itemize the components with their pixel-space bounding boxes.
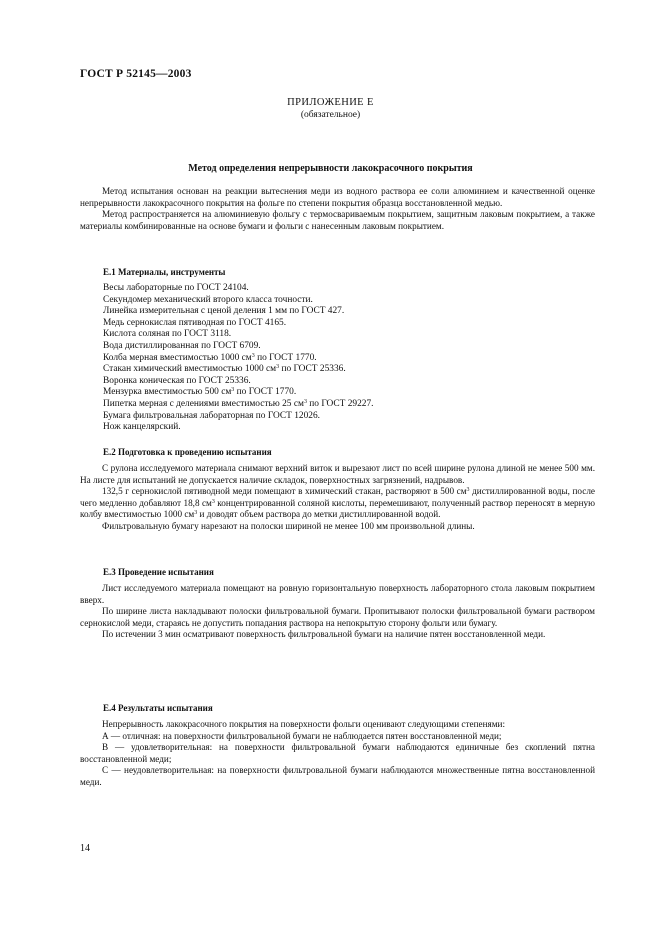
paragraph: Лист исследуемого материала помещают на ровную горизонтальную поверхность лабораторного стола лаковым покрытием вверх. <box>80 583 595 605</box>
section-e3-text <box>80 583 595 641</box>
section-e4-text <box>80 719 595 789</box>
section-heading-e2: Е.2 Подготовка к проведению испытания <box>103 447 272 457</box>
intro-text <box>80 186 595 232</box>
page-number: 14 <box>80 843 90 854</box>
list-item: Линейка измерительная с ценой деления 1 мм по ГОСТ 427. <box>103 306 345 317</box>
section-title: Метод определения непрерывности лакокрасочного покрытия <box>188 163 473 174</box>
list-item: Стакан химический вместимостью 1000 $см^3$ по ГОСТ 25336. <box>103 364 346 375</box>
section-heading-e1: Е.1 Материалы, инструменты <box>103 267 226 277</box>
paragraph: 132,5 г сернокислой пятиводной меди помещают в химический стакан, растворяют в 500 $см^3$ дистиллированной воды, после чего медленно добавляют 18,8 $см^3$ концентрированной соляной кислоты, перемешивают, полученный раствор переносят в мерную колбу вместимостью 1000 $см^3$ и доводят объем раствора до метки дистиллированной водой. <box>80 486 595 520</box>
paragraph: Метод распространяется на алюминиевую фольгу с термосвариваемым покрытием, защитным лаковым покрытием, а также материалы комбинированные на основе бумаги и фольги с нанесенным лаковым покрытием. <box>80 209 595 231</box>
paragraph: По ширине листа накладывают полоски фильтровальной бумаги. Пропитывают полоски фильтровальной бумаги раствором сернокислой меди, стараясь не допустить попадания раствора на непокрытую сторону фольги или бумагу. <box>80 606 595 628</box>
paragraph: Непрерывность лакокрасочного покрытия на поверхности фольги оценивают следующими степенями: <box>102 719 506 729</box>
paragraph: С рулона исследуемого материала снимают верхний виток и вырезают лист по всей ширине рулона длиной не менее 500 мм. На листе для испытаний не допускается наличие складок, поверхностных загрязнений, надрывов. <box>80 463 595 485</box>
section-heading-e3: Е.3 Проведение испытания <box>103 567 214 577</box>
list-item: Вода дистиллированная по ГОСТ 6709. <box>103 340 261 351</box>
appendix-label: ПРИЛОЖЕНИЕ Е <box>287 97 374 108</box>
list-item: Колба мерная вместимостью 1000 $см^3$ по ГОСТ 1770. <box>103 352 317 363</box>
paragraph: В — удовлетворительная: на поверхности фильтровальной бумаги наблюдаются единичные без скоплений пятна восстановленной меди; <box>80 742 595 764</box>
paragraph: А — отличная: на поверхности фильтровальной бумаги не наблюдается пятен восстановленной меди; <box>102 730 502 741</box>
list-item: Бумага фильтровальная лабораторная по ГОСТ 12026. <box>103 410 321 421</box>
list-item: Пипетка мерная с делениями вместимостью 25 $см^3$ по ГОСТ 29227. <box>103 398 374 409</box>
document-code: ГОСТ Р 52145—2003 <box>80 68 192 80</box>
paragraph: С — неудовлетворительная: на поверхности фильтровальной бумаги наблюдаются множественные пятна восстановленной меди. <box>80 765 595 787</box>
appendix-status: (обязательное) <box>300 110 361 120</box>
paragraph: По истечении 3 мин осматривают поверхность фильтровальной бумаги на наличие пятен восстановленной меди. <box>102 629 546 640</box>
list-item: Кислота соляная по ГОСТ 3118. <box>103 329 232 340</box>
materials-list <box>103 283 374 434</box>
list-item: Нож канцелярский. <box>103 422 181 433</box>
list-item: Весы лабораторные по ГОСТ 24104. <box>103 283 249 293</box>
paragraph: Метод испытания основан на реакции вытеснения меди из водного раствора ее соли алюминием и качественной оценке непрерывности лакокрасочного покрытия на фольге по степени покрытия образца восстановленной медью. <box>80 186 595 208</box>
list-item: Мензурка вместимостью 500 $см^3$ по ГОСТ 1770. <box>103 387 297 398</box>
list-item: Медь сернокислая пятиводная по ГОСТ 4165. <box>103 317 287 328</box>
section-e2-text <box>80 463 595 533</box>
list-item: Воронка коническая по ГОСТ 25336. <box>103 375 251 386</box>
list-item: Секундомер механический второго класса точности. <box>103 294 313 305</box>
section-heading-e4: Е.4 Результаты испытания <box>103 703 213 713</box>
paragraph: Фильтровальную бумагу нарезают на полоски шириной не менее 100 мм произвольной длины. <box>102 520 475 531</box>
